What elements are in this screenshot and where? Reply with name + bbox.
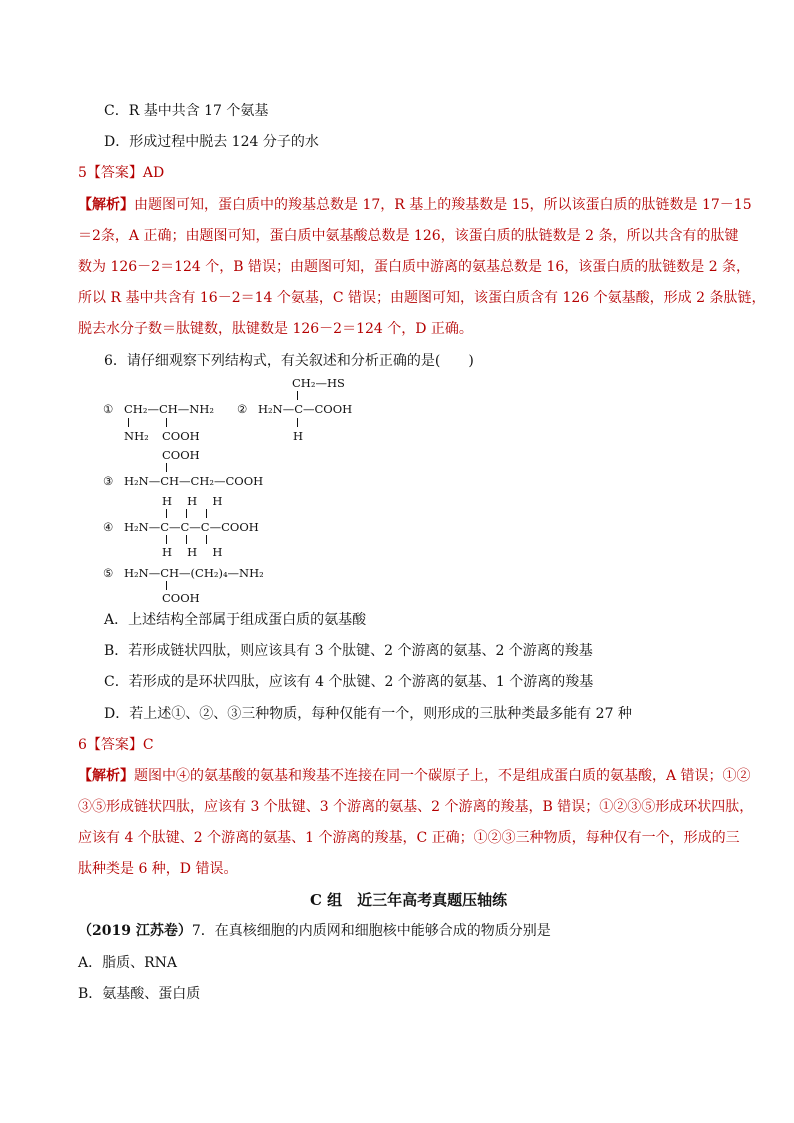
s1-sub-carboxyl: COOH (162, 429, 200, 443)
q6-option-b: B．若形成链状四肽，则应该具有 3 个肽键、2 个游离的氨基、2 个游离的羧基 (104, 643, 593, 659)
s2-bottom-bond (297, 418, 298, 427)
q6-option-a: A．上述结构全部属于组成蛋白质的氨基酸 (104, 612, 367, 628)
q5-analysis-line2: ＝2条，A 正确；由题图可知，蛋白质中氨基酸总数是 126，该蛋白质的肽链数是 2 条，所以共含有的肽键 (78, 228, 739, 244)
analysis-text: 由题图可知，蛋白质中的羧基总数是 17，R 基上的羧基数是 15，所以该蛋白质的肽链数是 17－15 (134, 197, 752, 213)
q6-option-c: C．若形成的是环状四肽，应该有 4 个肽键、2 个游离的氨基、1 个游离的羧基 (104, 674, 594, 690)
s1-sub-amino: NH₂ (124, 429, 149, 443)
section-title: C 组 近三年高考真题压轴练 (310, 891, 508, 909)
s3-number: ③ (103, 474, 114, 488)
s1-number: ① (103, 402, 114, 416)
q5-analysis-line4: 所以 R 基中共含有 16－2＝14 个氨基，C 错误；由题图可知，该蛋白质含有 126 个氨基酸，形成 2 条肽链， (78, 290, 766, 306)
s5-number: ⑤ (103, 566, 114, 580)
s3-top-group: COOH (162, 448, 200, 462)
q5-analysis-line5: 脱去水分子数＝肽键数，肽键数是 126－2＝124 个，D 正确。 (78, 321, 473, 337)
q6-option-d: D．若上述①、②、③三种物质，每种仅能有一个，则形成的三肽种类最多能有 27 种 (104, 706, 632, 722)
q7-source: （2019 江苏卷） (78, 923, 192, 939)
s3-top-bond (166, 463, 167, 472)
s4-main-chain: H₂N—C—C—C—COOH (124, 520, 259, 534)
q6-analysis-line1 (78, 766, 751, 786)
s5-bottom-carboxyl: COOH (162, 591, 200, 605)
s2-bottom-h: H (293, 429, 304, 443)
s2-main-chain: H₂N—C—COOH (258, 402, 353, 416)
q6-analysis-line2: ③⑤形成链状四肽，应该有 3 个肽键、3 个游离的氨基、2 个游离的羧基，B 错误；①②③⑤形成环状四肽， (78, 799, 754, 815)
q6-analysis-line3: 应该有 4 个肽键、2 个游离的氨基、1 个游离的羧基，C 正确；①②③三种物质，每种仅有一个，形成的三 (78, 830, 740, 846)
s4-bottom-hydrogens: H H H (162, 545, 223, 559)
s4-top-hydrogens: H H H (162, 494, 223, 508)
q7-stem-line (78, 921, 551, 941)
q6-stem: 6．请仔细观察下列结构式，有关叙述和分析正确的是( ) (104, 353, 474, 369)
s2-top-group: CH₂—HS (292, 376, 345, 390)
s1-bond-b (166, 418, 167, 427)
s1-bond-a (128, 418, 129, 427)
q7-stem: 7．在真核细胞的内质网和细胞核中能够合成的物质分别是 (191, 923, 551, 939)
analysis-tag: 【解析】 (78, 768, 134, 784)
s4-number: ④ (103, 520, 114, 534)
s2-top-bond (297, 391, 298, 400)
s4-bond-top-2 (186, 509, 187, 518)
s5-main-chain: H₂N—CH—(CH₂)₄—NH₂ (124, 566, 264, 580)
s4-bond-top-1 (166, 509, 167, 518)
s1-main-chain: CH₂—CH—NH₂ (124, 402, 214, 416)
q7-option-b: B．氨基酸、蛋白质 (78, 986, 201, 1002)
analysis-tag: 【解析】 (78, 197, 134, 213)
q5-analysis-line3: 数为 126－2＝124 个，B 错误；由题图可知，蛋白质中游离的氨基总数是 16，该蛋白质的肽链数是 2 条， (78, 259, 751, 275)
analysis-text: 题图中④的氨基酸的氨基和羧基不连接在同一个碳原子上，不是组成蛋白质的氨基酸，A 错误；①② (134, 768, 751, 784)
q7-option-a: A．脂质、RNA (78, 955, 178, 971)
s5-bottom-bond (166, 581, 167, 590)
q5-option-d: D．形成过程中脱去 124 分子的水 (104, 134, 319, 150)
s4-bond-bottom-3 (206, 535, 207, 544)
q6-analysis-line4: 肽种类是 6 种，D 错误。 (78, 861, 238, 877)
s4-bond-top-3 (206, 509, 207, 518)
q5-answer: 5【答案】AD (78, 165, 165, 181)
s4-bond-bottom-2 (186, 535, 187, 544)
q5-analysis-line1 (78, 195, 752, 215)
s4-bond-bottom-1 (166, 535, 167, 544)
s3-main-chain: H₂N—CH—CH₂—COOH (124, 474, 264, 488)
q6-answer: 6【答案】C (78, 737, 154, 753)
s2-number: ② (237, 402, 248, 416)
q5-option-c: C．R 基中共含 17 个氨基 (104, 103, 269, 119)
